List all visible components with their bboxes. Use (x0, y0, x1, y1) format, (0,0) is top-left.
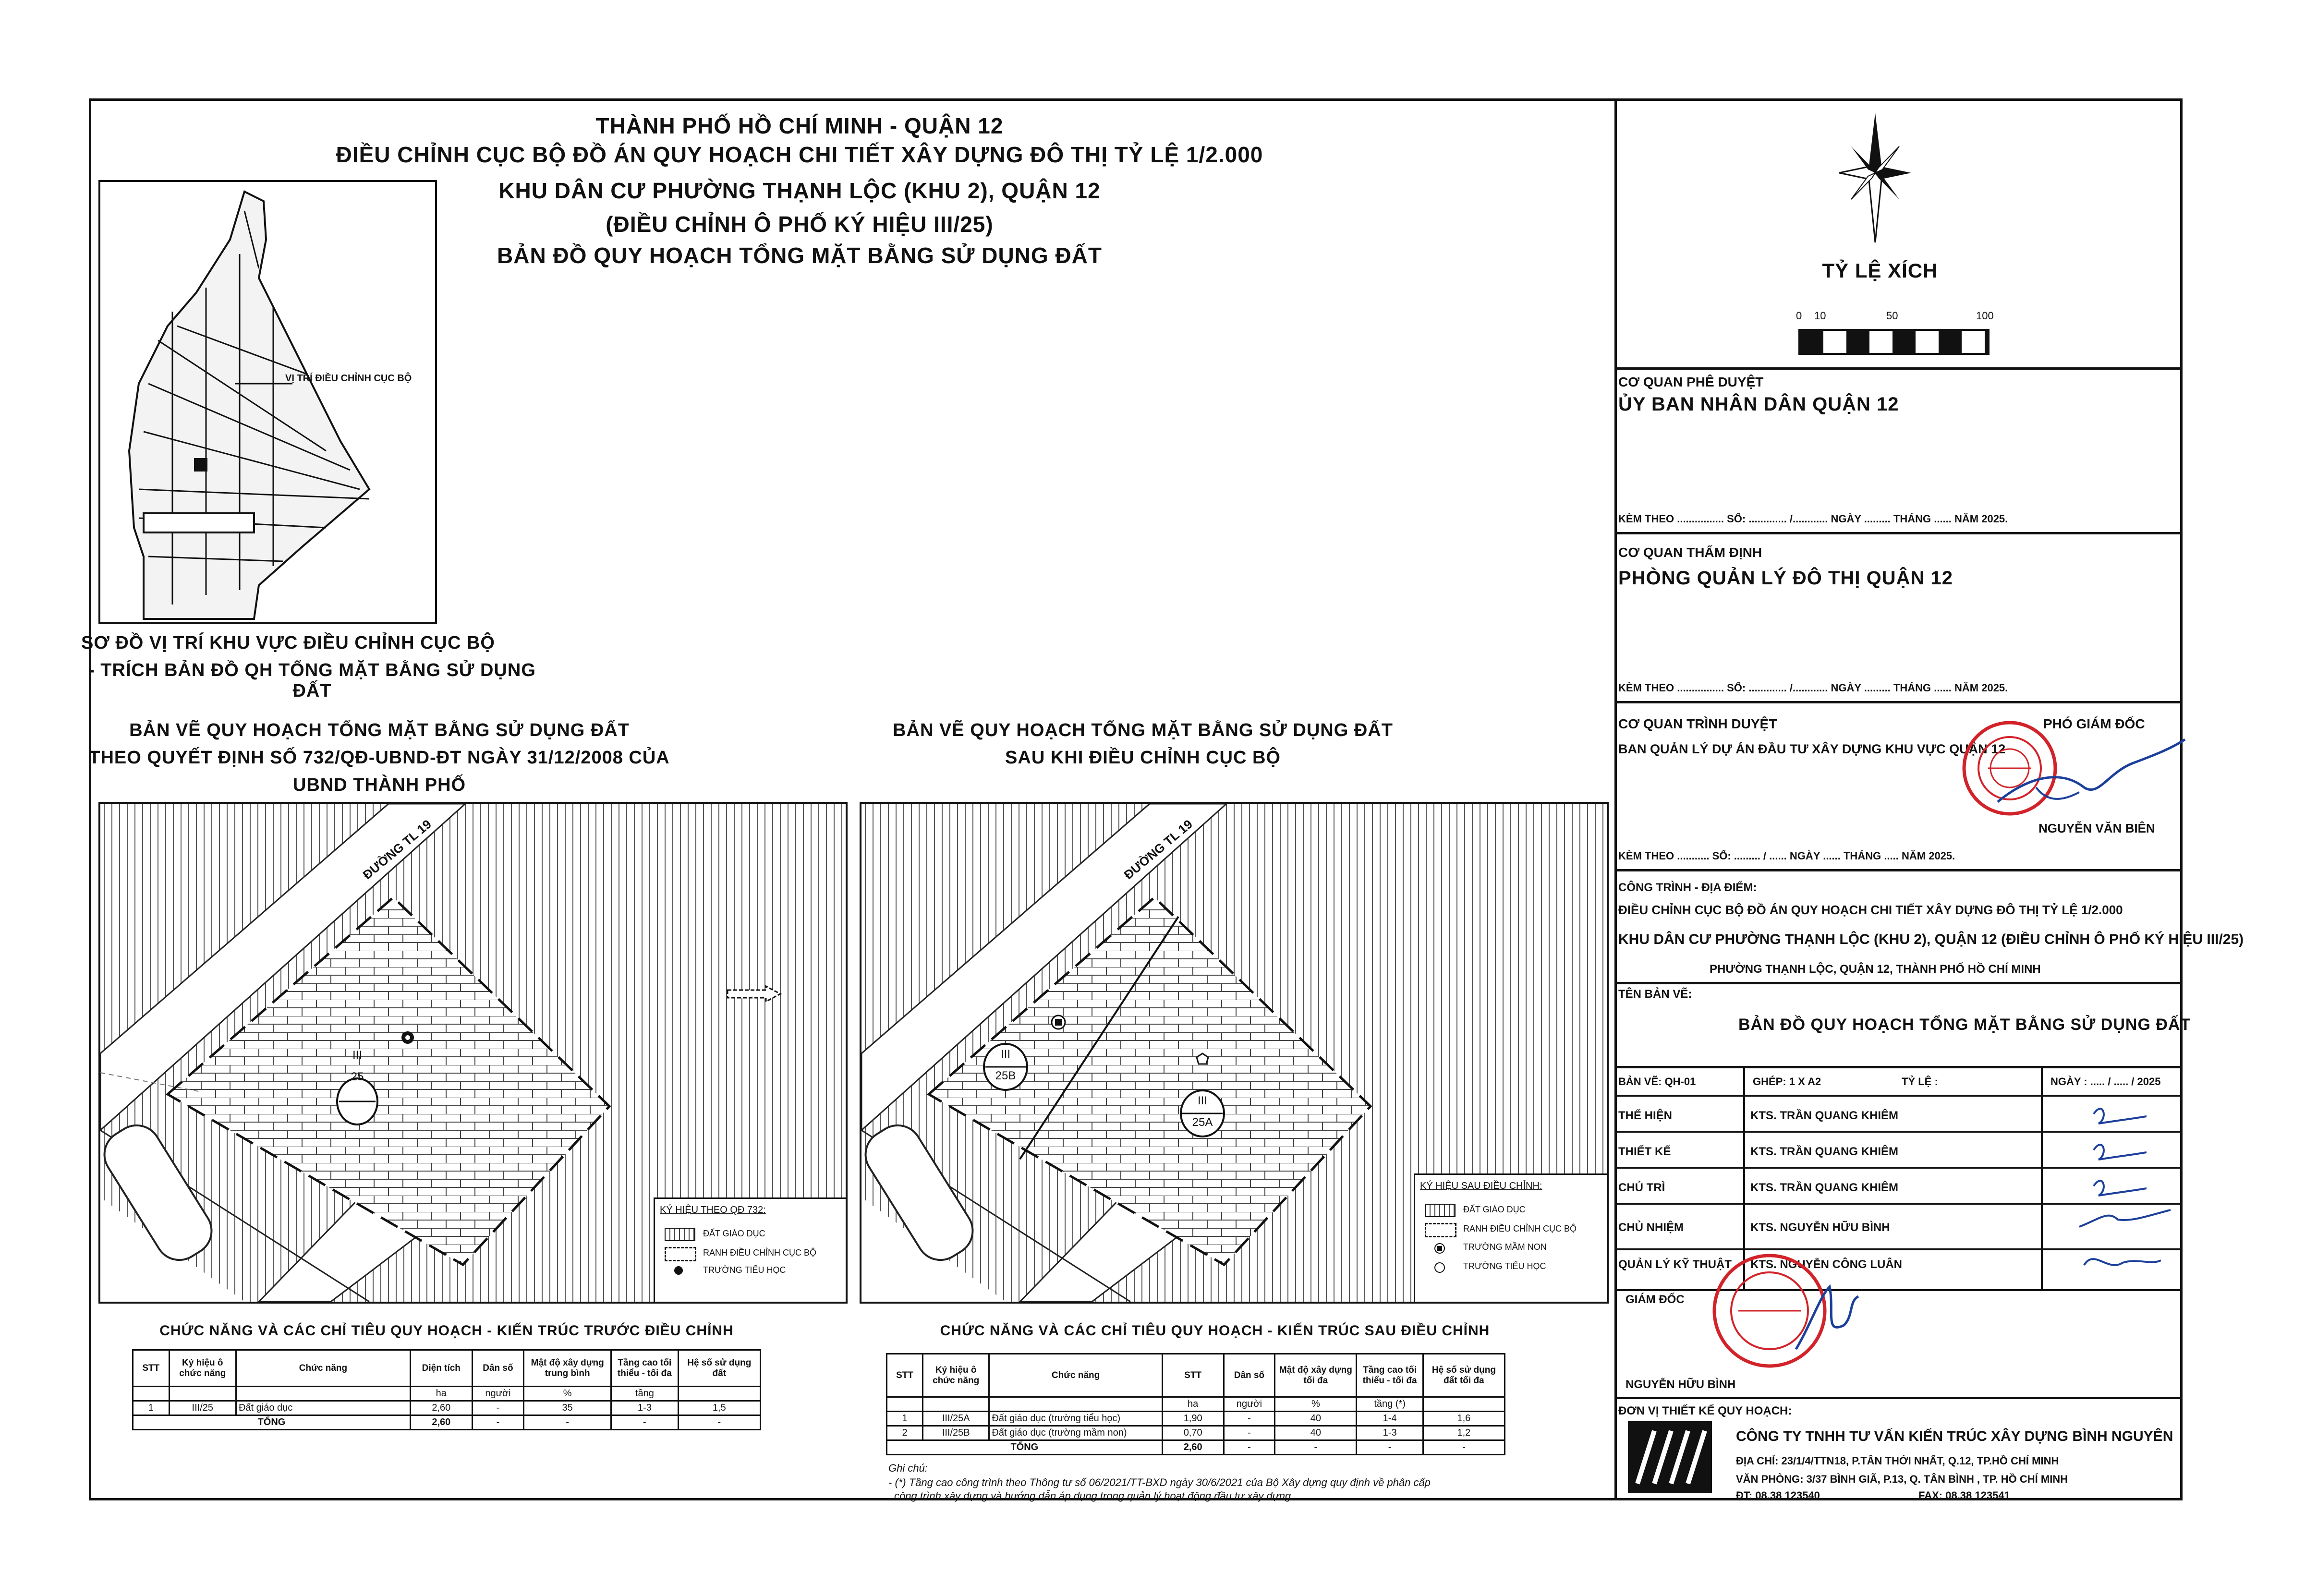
cell: TỔNG (133, 1415, 411, 1430)
title-line-5: BẢN ĐỒ QUY HOẠCH TỔNG MẶT BẰNG SỬ DỤNG ĐẤT (497, 243, 1102, 268)
legend-boundary-swatch (1425, 1223, 1456, 1237)
cell: 1 (887, 1412, 923, 1426)
table-before-title: CHỨC NĂNG VÀ CÁC CHỈ TIÊU QUY HOẠCH - KIẾN TRÚC TRƯỚC ĐIỀU CHỈNH (159, 1323, 734, 1339)
company-logo (1628, 1421, 1712, 1493)
unit: tầng (*) (1357, 1397, 1423, 1412)
unit: người (472, 1387, 523, 1401)
block-separator (1614, 982, 2183, 984)
cell: III/25B (923, 1426, 989, 1440)
title-line-2: ĐIỀU CHỈNH CỤC BỘ ĐỒ ÁN QUY HOẠCH CHI TIẾT XÂY DỰNG ĐÔ THỊ TỶ LỆ 1/2.000 (336, 142, 1263, 167)
location-map-drawing (100, 182, 435, 622)
th: Mật độ xây dựng trung bình (524, 1350, 611, 1387)
cell: - (678, 1415, 760, 1430)
cell: - (611, 1415, 678, 1430)
unit: tầng (611, 1387, 678, 1401)
submit-role: PHÓ GIÁM ĐỐC (2043, 716, 2145, 731)
map-after-legend (1414, 1173, 1609, 1304)
signature (1988, 730, 2190, 826)
legend-edu-swatch (1425, 1204, 1456, 1217)
legend-item-3: TRƯỜNG TIỂU HỌC (703, 1265, 786, 1275)
map-before-title-3: UBND THÀNH PHỐ (292, 775, 466, 795)
table-before (132, 1349, 761, 1430)
appraise-line: KÈM THEO ................ SỐ: ............. /............ NGÀY ......... THÁNG ...... NĂM 2025. (1618, 682, 2008, 694)
map-after-title-2: SAU KHI ĐIỀU CHỈNH CỤC BỘ (1005, 748, 1281, 768)
cell: 2,60 (410, 1401, 472, 1415)
scale-tick-10: 10 (1814, 310, 1826, 322)
role-name: KTS. TRẦN QUANG KHIÊM (1750, 1145, 1898, 1158)
th: STT (887, 1354, 923, 1397)
th: Ký hiệu ô chức năng (923, 1354, 989, 1397)
primary-school-icon (674, 1266, 683, 1275)
scale-bar (1798, 329, 1990, 355)
unit (678, 1387, 760, 1401)
cell: 40 (1275, 1426, 1357, 1440)
note-line-1: - (*) Tầng cao công trình theo Thông tư số 06/2021/TT-BXD ngày 30/6/2021 của Bộ Xây dựng quy định về phân cấp (888, 1476, 1431, 1488)
cell: - (472, 1401, 523, 1415)
map-after (860, 802, 1609, 1304)
cell: - (524, 1415, 611, 1430)
block-separator (1614, 869, 2183, 871)
cell: - (1224, 1426, 1275, 1440)
th: Diện tích (410, 1350, 472, 1387)
unit (1423, 1397, 1504, 1412)
legend-title: KÝ HIỆU SAU ĐIỀU CHỈNH: (1420, 1181, 1542, 1191)
table-row (887, 1412, 1505, 1426)
map-before-lot-bottom: 25 (351, 1070, 364, 1083)
cell: 1 (133, 1401, 170, 1415)
appraise-label: CƠ QUAN THẨM ĐỊNH (1618, 545, 1762, 560)
submit-label: CƠ QUAN TRÌNH DUYỆT (1618, 716, 1777, 731)
th: Hệ số sử dụng đất (678, 1350, 760, 1387)
unit (887, 1397, 923, 1412)
scale-tick-50: 50 (1886, 310, 1898, 322)
table-after-title: CHỨC NĂNG VÀ CÁC CHỈ TIÊU QUY HOẠCH - KIẾN TRÚC SAU ĐIỀU CHỈNH (940, 1323, 1490, 1339)
unit: người (1224, 1397, 1275, 1412)
unit (923, 1397, 989, 1412)
legend-item-1: ĐẤT GIÁO DỤC (703, 1229, 765, 1238)
approve-label: CƠ QUAN PHÊ DUYỆT (1618, 375, 1764, 389)
role-name: KTS. NGUYỄN HỮU BÌNH (1750, 1221, 1890, 1234)
project-label: CÔNG TRÌNH - ĐỊA ĐIỂM: (1618, 881, 1757, 894)
cell: Đất giáo dục (trường tiểu học) (989, 1412, 1162, 1426)
title-line-4: (ĐIỀU CHỈNH Ô PHỐ KÝ HIỆU III/25) (606, 212, 994, 237)
cell: 35 (524, 1401, 611, 1415)
submit-org: BAN QUẢN LÝ DỰ ÁN ĐẦU TƯ XÂY DỰNG KHU VỰC QUẬN 12 (1618, 742, 2006, 756)
map-after-lot-a-top: III (1197, 1094, 1207, 1107)
signatures (2050, 1100, 2175, 1292)
th: Chức năng (989, 1354, 1162, 1397)
table-row (133, 1401, 761, 1415)
cell: 2 (887, 1426, 923, 1440)
drawing-name: BẢN ĐỒ QUY HOẠCH TỔNG MẶT BẰNG SỬ DỤNG ĐẤT (1738, 1016, 2191, 1034)
legend-item-2: RANH ĐIỀU CHỈNH CỤC BỘ (703, 1248, 817, 1257)
role-label: CHỦ TRÌ (1618, 1181, 1665, 1194)
legend-boundary-swatch (665, 1247, 696, 1261)
note-title: Ghi chú: (888, 1462, 928, 1474)
th: STT (133, 1350, 170, 1387)
th: STT (1162, 1354, 1224, 1397)
note-line-2: công trình xây dựng và hướng dẫn áp dụng trong quản lý hoạt động đầu tư xây dựng (894, 1490, 1291, 1502)
cell: 1-3 (611, 1401, 678, 1415)
cell: 40 (1275, 1412, 1357, 1426)
kindergarten-icon (1434, 1243, 1445, 1254)
block-separator (1614, 1095, 2183, 1097)
scale-tick-0: 0 (1796, 310, 1802, 322)
map-after-lot-a-bottom: 25A (1192, 1116, 1213, 1129)
cell: 1-4 (1357, 1412, 1423, 1426)
block-separator (1614, 367, 2183, 370)
th: Chức năng (236, 1350, 410, 1387)
submit-signer: NGUYỄN VĂN BIÊN (2038, 821, 2155, 835)
cell: - (472, 1415, 523, 1430)
location-caption-2: - TRÍCH BẢN ĐỒ QH TỔNG MẶT BẰNG SỬ DỤNG ĐẤT (88, 660, 536, 701)
title-line-1: THÀNH PHỐ HỒ CHÍ MINH - QUẬN 12 (595, 113, 1004, 138)
table-row (887, 1426, 1505, 1440)
block-separator (1614, 1066, 2183, 1068)
cell: - (1357, 1440, 1423, 1455)
role-name: KTS. TRẦN QUANG KHIÊM (1750, 1109, 1898, 1122)
table-total-row (887, 1440, 1505, 1455)
director-name: NGUYỄN HỮU BÌNH (1626, 1378, 1736, 1391)
scale-tick-100: 100 (1976, 310, 1994, 322)
cell: - (1224, 1412, 1275, 1426)
map-after-lot-b-bottom: 25B (995, 1069, 1016, 1082)
role-name: KTS. NGUYỄN CÔNG LUÂN (1750, 1258, 1903, 1271)
scale-title: TỶ LỆ XÍCH (1822, 259, 1938, 282)
cell: 1-3 (1357, 1426, 1423, 1440)
project-line-2: KHU DÂN CƯ PHƯỜNG THẠNH LỘC (KHU 2), QUẬN 12 (ĐIỀU CHỈNH Ô PHỐ KÝ HIỆU III/25) (1618, 931, 2244, 947)
unit (133, 1387, 170, 1401)
table-total-row (133, 1415, 761, 1430)
map-before-title-2: THEO QUYẾT ĐỊNH SỐ 732/QĐ-UBND-ĐT NGÀY 31/12/2008 CỦA (89, 748, 670, 768)
unit: ha (410, 1387, 472, 1401)
legend-item-2: RANH ĐIỀU CHỈNH CỤC BỘ (1463, 1224, 1577, 1233)
map-before-legend (654, 1197, 848, 1304)
cell: - (1224, 1440, 1275, 1455)
role-label: THIẾT KẾ (1618, 1145, 1671, 1158)
cell: 2,60 (410, 1415, 472, 1430)
cell: 1,90 (1162, 1412, 1224, 1426)
arrow-icon (725, 984, 783, 1004)
role-label: THỂ HIỆN (1618, 1109, 1673, 1122)
legend-item-3: TRƯỜNG MẦM NON (1463, 1242, 1547, 1252)
legend-title: KÝ HIỆU THEO QĐ 732: (660, 1205, 766, 1215)
th: Dân số (1224, 1354, 1275, 1397)
table-after (886, 1353, 1505, 1455)
map-before-road-label: ĐƯỜNG TL 19 (360, 817, 434, 883)
sheet-join: GHÉP: 1 X A2 (1753, 1076, 1821, 1088)
th: Tầng cao tối thiểu - tối đa (611, 1350, 678, 1387)
cell: 0,70 (1162, 1426, 1224, 1440)
role-name: KTS. TRẦN QUANG KHIÊM (1750, 1181, 1898, 1194)
block-separator (1614, 532, 2183, 534)
designer-label: ĐƠN VỊ THIẾT KẾ QUY HOẠCH: (1618, 1404, 1792, 1417)
cell: Đất giáo dục (236, 1401, 410, 1415)
director-label: GIÁM ĐỐC (1626, 1293, 1685, 1306)
cell: III/25 (169, 1401, 236, 1415)
block-separator (1614, 1397, 2183, 1399)
th: Ký hiệu ô chức năng (169, 1350, 236, 1387)
cell: 1,2 (1423, 1426, 1504, 1440)
role-label: QUẢN LÝ KỸ THUẬT (1618, 1258, 1732, 1271)
cell: 1,6 (1423, 1412, 1504, 1426)
map-before-lot-top: III (352, 1049, 362, 1062)
sheet-number: BẢN VẼ: QH-01 (1618, 1076, 1696, 1088)
drawing-label: TÊN BẢN VẼ: (1618, 988, 1692, 1001)
unit (169, 1387, 236, 1401)
project-line-1: ĐIỀU CHỈNH CỤC BỘ ĐỒ ÁN QUY HOẠCH CHI TIẾT XÂY DỰNG ĐÔ THỊ TỶ LỆ 1/2.000 (1618, 903, 2123, 917)
map-after-title-1: BẢN VẼ QUY HOẠCH TỔNG MẶT BẰNG SỬ DỤNG ĐẤT (893, 720, 1393, 740)
cell: Đất giáo dục (trường mầm non) (989, 1426, 1162, 1440)
company-fax: FAX: 08.38 123541 (1918, 1489, 2010, 1501)
map-before-title-1: BẢN VẼ QUY HOẠCH TỔNG MẶT BẰNG SỬ DỤNG ĐẤT (129, 720, 630, 740)
approve-line: KÈM THEO ................ SỐ: ............. /............ NGÀY ......... THÁNG ...... NĂM 2025. (1618, 513, 2008, 525)
unit (989, 1397, 1162, 1412)
director-signature (1777, 1268, 1873, 1364)
role-label: CHỦ NHIỆM (1618, 1221, 1684, 1234)
cell: - (1275, 1440, 1357, 1455)
map-before (98, 802, 848, 1304)
legend-item-1: ĐẤT GIÁO DỤC (1463, 1205, 1526, 1214)
unit: % (1275, 1397, 1357, 1412)
company-address: ĐỊA CHỈ: 23/1/4/TTN18, P.TÂN THỚI NHẤT, Q.12, TP.HỒ CHÍ MINH (1736, 1455, 2059, 1467)
sheet-date: NGÀY : ..... / ..... / 2025 (2050, 1076, 2161, 1088)
block-separator (1614, 701, 2183, 703)
title-line-3: KHU DÂN CƯ PHƯỜNG THẠNH LỘC (KHU 2), QUẬN 12 (498, 178, 1101, 203)
location-map (98, 180, 437, 624)
th: Mật độ xây dựng tối đa (1275, 1354, 1357, 1397)
cell: III/25A (923, 1412, 989, 1426)
location-caption-1: SƠ ĐỒ VỊ TRÍ KHU VỰC ĐIỀU CHỈNH CỤC BỘ (81, 633, 495, 653)
th: Tầng cao tối thiểu - tối đa (1357, 1354, 1423, 1397)
appraise-org: PHÒNG QUẢN LÝ ĐÔ THỊ QUẬN 12 (1618, 568, 1953, 589)
cell: 2,60 (1162, 1440, 1224, 1455)
company-office: VĂN PHÒNG: 3/37 BÌNH GIÃ, P.13, Q. TÂN BÌNH , TP. HỒ CHÍ MINH (1736, 1473, 2068, 1485)
cell: - (1423, 1440, 1504, 1455)
north-arrow-icon (1834, 108, 1916, 252)
company-phone: ĐT: 08.38 123540 (1736, 1489, 1820, 1501)
sheet-ratio: TỶ LỆ : (1902, 1076, 1938, 1088)
map-after-lot-b-top: III (1000, 1048, 1010, 1061)
approve-org: ỦY BAN NHÂN DÂN QUẬN 12 (1618, 394, 1899, 415)
location-callout: VỊ TRÍ ĐIỀU CHỈNH CỤC BỘ (285, 373, 412, 384)
th: Dân số (472, 1350, 523, 1387)
project-line-3: PHƯỜNG THẠNH LỘC, QUẬN 12, THÀNH PHỐ HỒ CHÍ MINH (1710, 963, 2041, 976)
th: Hệ số sử dụng đất tối đa (1423, 1354, 1504, 1397)
unit (236, 1387, 410, 1401)
company-name: CÔNG TY TNHH TƯ VẤN KIẾN TRÚC XÂY DỰNG BÌNH NGUYÊN (1736, 1428, 2173, 1444)
legend-item-4: TRƯỜNG TIỂU HỌC (1463, 1261, 1546, 1271)
cell: 1,5 (678, 1401, 760, 1415)
map-after-road-label: ĐƯỜNG TL 19 (1121, 817, 1195, 883)
col-divider (2041, 1066, 2043, 1289)
legend-edu-swatch (665, 1228, 695, 1241)
cell: TỔNG (887, 1440, 1163, 1455)
submit-line: KÈM THEO ........... SỐ: ......... / ...... NGÀY ...... THÁNG ..... NĂM 2025. (1618, 850, 1955, 862)
unit: ha (1162, 1397, 1224, 1412)
unit: % (524, 1387, 611, 1401)
primary-school-icon (1434, 1262, 1445, 1273)
